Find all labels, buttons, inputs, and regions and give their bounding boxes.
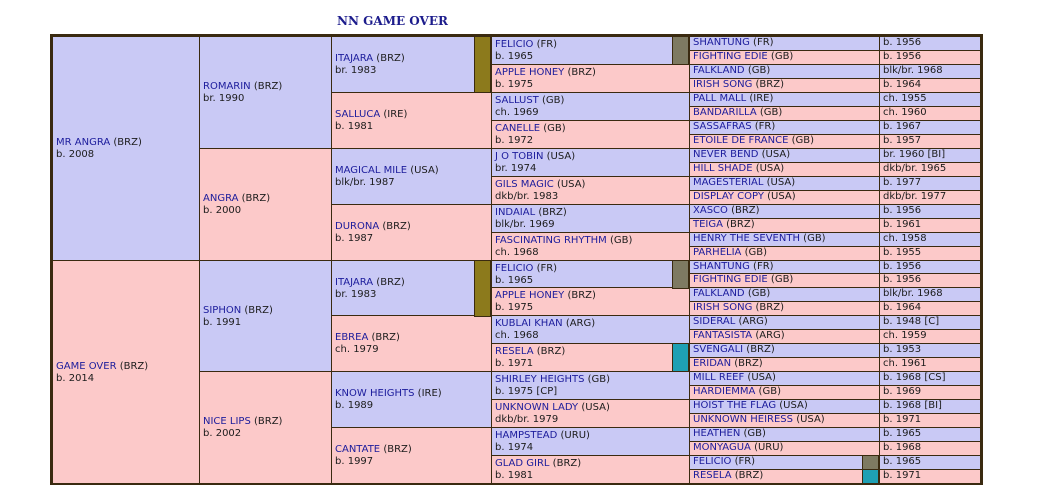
horse-detail: b. 2014 xyxy=(56,373,95,384)
pedigree-gen5-name-cell xyxy=(689,232,880,247)
horse-country: (GB) xyxy=(584,374,611,385)
horse-name-link[interactable]: ROMARIN xyxy=(203,81,251,92)
pedigree-gen5-detail-cell xyxy=(879,273,981,288)
horse-detail: b. 2008 xyxy=(56,149,95,160)
horse-name-link[interactable]: SHANTUNG xyxy=(693,261,750,272)
horse-country: (USA) xyxy=(744,372,776,383)
pedigree-ancestor-cell xyxy=(491,92,690,121)
horse-detail: b. 1968 [CS] xyxy=(883,372,946,383)
horse-detail: dkb/br. 1977 xyxy=(883,191,947,202)
pedigree-gen5-name-cell xyxy=(689,162,880,177)
horse-country: (GB) xyxy=(767,274,794,285)
horse-detail: br. 1974 xyxy=(495,163,537,174)
pedigree-gen5-detail-cell xyxy=(879,343,981,358)
horse-country: (USA) xyxy=(763,177,796,188)
pedigree-gen5-name-cell xyxy=(689,36,880,51)
inbreeding-marker xyxy=(672,260,689,289)
horse-name-link[interactable]: FALKLAND xyxy=(693,288,745,299)
horse-name-link[interactable]: ITAJARA xyxy=(335,53,374,64)
horse-name-link[interactable]: UNKNOWN LADY xyxy=(495,402,579,413)
horse-detail: b. 1987 xyxy=(335,233,374,244)
pedigree-gen5-detail-cell xyxy=(879,134,981,149)
horse-name-link[interactable]: ITAJARA xyxy=(335,277,374,288)
horse-country: (GB) xyxy=(606,235,633,246)
horse-country: (ARG) xyxy=(752,330,785,341)
horse-country: (USA) xyxy=(763,191,796,202)
horse-country: (GB) xyxy=(540,123,566,134)
pedigree-gen5-name-cell xyxy=(689,120,880,135)
pedigree-gen5-detail-cell xyxy=(879,427,981,442)
horse-name-link[interactable]: DISPLAY COPY xyxy=(693,191,764,202)
horse-detail: br. 1983 xyxy=(335,65,377,76)
horse-country: (BRZ) xyxy=(110,137,142,148)
pedigree-gen5-detail-cell xyxy=(879,120,981,135)
horse-country: (BRZ) xyxy=(368,332,400,343)
horse-name-link[interactable]: HARDIEMMA xyxy=(693,386,756,397)
horse-country: (BRZ) xyxy=(380,444,412,455)
horse-country: (BRZ) xyxy=(722,219,755,230)
horse-detail: ch. 1958 xyxy=(883,233,927,244)
pedigree-gen5-detail-cell xyxy=(879,455,981,470)
horse-country: (BRZ) xyxy=(373,53,405,64)
horse-name-link[interactable]: MAGESTERIAL xyxy=(693,177,764,188)
horse-country: (IRE) xyxy=(746,93,774,104)
pedigree-ancestor-cell xyxy=(199,148,332,261)
horse-country: (BRZ) xyxy=(564,290,596,301)
pedigree-gen5-name-cell xyxy=(689,78,880,93)
horse-name-link[interactable]: XASCO xyxy=(693,205,728,216)
horse-detail: b. 1965 xyxy=(883,456,922,467)
horse-country: (FR) xyxy=(749,37,774,48)
pedigree-gen5-name-cell xyxy=(689,371,880,386)
pedigree-gen5-detail-cell xyxy=(879,246,981,261)
pedigree-gen5-name-cell xyxy=(689,287,880,302)
horse-name-link[interactable]: SALLUST xyxy=(495,95,539,106)
horse-country: (GB) xyxy=(538,95,565,106)
pedigree-gen5-name-cell xyxy=(689,92,880,107)
horse-name-link[interactable]: CANELLE xyxy=(495,123,541,134)
pedigree-ancestor-cell xyxy=(331,371,492,428)
horse-detail: b. 1956 xyxy=(883,274,922,285)
horse-name-link[interactable]: BANDARILLA xyxy=(693,107,757,118)
pedigree-ancestor-cell xyxy=(331,36,492,93)
pedigree-gen5-detail-cell xyxy=(879,385,981,400)
pedigree-gen5-name-cell xyxy=(689,469,880,484)
pedigree-ancestor-cell xyxy=(331,92,492,149)
horse-country: (FR) xyxy=(751,121,776,132)
pedigree-gen5-detail-cell xyxy=(879,204,981,219)
horse-detail: b. 1965 xyxy=(883,428,922,439)
horse-country: (GB) xyxy=(756,107,783,118)
horse-country: (USA) xyxy=(758,149,791,160)
pedigree-gen5-detail-cell xyxy=(879,106,981,121)
horse-detail: b. 1957 xyxy=(883,135,922,146)
horse-detail: b. 1981 xyxy=(335,121,374,132)
horse-detail: br. 1983 xyxy=(335,289,377,300)
horse-country: (BRZ) xyxy=(549,458,582,469)
horse-name-link[interactable]: FIGHTING EDIE xyxy=(693,51,768,62)
pedigree-ancestor-cell xyxy=(491,315,690,344)
horse-name-link[interactable]: ANGRA xyxy=(203,193,239,204)
horse-detail: b. 1975 xyxy=(495,79,534,90)
pedigree-ancestor-cell xyxy=(491,399,690,428)
horse-detail: br. 1960 [BI] xyxy=(883,149,946,160)
pedigree-ancestor-cell xyxy=(331,260,492,316)
horse-name-link[interactable]: NEVER BEND xyxy=(693,149,759,160)
horse-country: (USA) xyxy=(543,151,576,162)
horse-country: (BRZ) xyxy=(250,416,283,427)
horse-name-link[interactable]: RESELA xyxy=(693,470,732,481)
pedigree-gen5-name-cell xyxy=(689,176,880,191)
horse-country: (BRZ) xyxy=(731,470,764,481)
pedigree-ancestor-cell xyxy=(491,232,690,261)
pedigree-gen5-name-cell xyxy=(689,399,880,414)
pedigree-gen5-name-cell xyxy=(689,357,880,372)
horse-country: (BRZ) xyxy=(116,361,149,372)
horse-country: (IRE) xyxy=(380,109,408,120)
pedigree-gen5-name-cell xyxy=(689,329,880,344)
horse-country: (GB) xyxy=(788,135,815,146)
horse-detail: ch. 1968 xyxy=(495,247,539,258)
horse-country: (BRZ) xyxy=(250,81,283,92)
pedigree-gen5-detail-cell xyxy=(879,413,981,428)
pedigree-gen5-detail-cell xyxy=(879,50,981,65)
horse-detail: b. 1981 xyxy=(495,470,534,481)
horse-detail: b. 1953 xyxy=(883,344,922,355)
pedigree-gen5-name-cell xyxy=(689,273,880,288)
horse-country: (USA) xyxy=(578,402,610,413)
horse-name-link[interactable]: FELICIO xyxy=(693,456,732,467)
inbreeding-marker xyxy=(862,469,879,484)
horse-detail: blk/br. 1987 xyxy=(335,177,395,188)
horse-detail: b. 1967 xyxy=(883,121,922,132)
horse-detail: b. 1974 xyxy=(495,442,534,453)
pedigree-gen5-detail-cell xyxy=(879,92,981,107)
horse-country: (GB) xyxy=(744,288,771,299)
horse-name-link[interactable]: FALKLAND xyxy=(693,65,745,76)
pedigree-gen5-detail-cell xyxy=(879,371,981,386)
horse-country: (BRZ) xyxy=(379,221,411,232)
horse-detail: ch. 1979 xyxy=(335,344,379,355)
pedigree-gen5-detail-cell xyxy=(879,441,981,456)
pedigree-gen5-name-cell xyxy=(689,343,880,358)
horse-detail: b. 2002 xyxy=(203,428,242,439)
horse-name-link[interactable]: NICE LIPS xyxy=(203,416,251,427)
horse-country: (GB) xyxy=(755,386,781,397)
horse-country: (USA) xyxy=(553,179,586,190)
horse-country: (BRZ) xyxy=(373,277,405,288)
horse-country: (ARG) xyxy=(735,316,768,327)
pedigree-gen5-detail-cell xyxy=(879,301,981,316)
pedigree-ancestor-cell xyxy=(491,455,690,484)
horse-country: (GB) xyxy=(741,247,767,258)
horse-detail: b. 2000 xyxy=(203,205,242,216)
horse-name-link[interactable]: SIPHON xyxy=(203,305,242,316)
horse-detail: b. 1964 xyxy=(883,302,922,313)
horse-name-link[interactable]: HAMPSTEAD xyxy=(495,430,558,441)
pedigree-gen5-name-cell xyxy=(689,441,880,456)
horse-detail: b. 1955 xyxy=(883,247,922,258)
pedigree-gen5-detail-cell xyxy=(879,232,981,247)
horse-name-link[interactable]: ETOILE DE FRANCE xyxy=(693,135,789,146)
pedigree-ancestor-cell xyxy=(199,260,332,372)
horse-country: (URU) xyxy=(557,430,590,441)
horse-detail: b. 1977 xyxy=(883,177,922,188)
horse-detail: b. 1956 xyxy=(883,37,922,48)
horse-name-link[interactable]: FANTASISTA xyxy=(693,330,753,341)
horse-name-link[interactable]: PARHELIA xyxy=(693,247,742,258)
horse-country: (BRZ) xyxy=(727,205,760,216)
inbreeding-marker xyxy=(474,36,491,93)
inbreeding-marker xyxy=(862,455,879,470)
horse-detail: b. 1968 [BI] xyxy=(883,400,942,411)
horse-detail: blk/br. 1968 xyxy=(883,288,943,299)
horse-name-link[interactable]: UNKNOWN HEIRESS xyxy=(693,414,794,425)
horse-detail: b. 1972 xyxy=(495,135,534,146)
horse-detail: b. 1971 xyxy=(883,414,922,425)
horse-detail: ch. 1955 xyxy=(883,93,927,104)
pedigree-ancestor-cell xyxy=(491,148,690,177)
horse-name-link[interactable]: SHANTUNG xyxy=(693,37,750,48)
pedigree-gen5-detail-cell xyxy=(879,260,981,274)
horse-name-link[interactable]: IRISH SONG xyxy=(693,302,753,313)
pedigree-gen5-name-cell xyxy=(689,455,880,470)
horse-country: (FR) xyxy=(749,261,774,272)
horse-country: (BRZ) xyxy=(535,207,567,218)
pedigree-gen5-detail-cell xyxy=(879,148,981,163)
horse-name-link[interactable]: J O TOBIN xyxy=(495,151,544,162)
horse-country: (USA) xyxy=(776,400,808,411)
pedigree-parent-cell xyxy=(52,260,200,484)
horse-country: (FR) xyxy=(533,263,558,274)
horse-country: (BRZ) xyxy=(752,302,784,313)
pedigree-gen5-name-cell xyxy=(689,50,880,65)
horse-name-link[interactable]: HOIST THE FLAG xyxy=(693,400,777,411)
horse-name-link[interactable]: RESELA xyxy=(495,346,534,357)
pedigree-gen5-detail-cell xyxy=(879,176,981,191)
horse-detail: b. 1956 xyxy=(883,51,922,62)
pedigree-gen5-detail-cell xyxy=(879,190,981,205)
horse-detail: b. 1965 xyxy=(495,51,534,62)
horse-name-link[interactable]: MR ANGRA xyxy=(56,137,111,148)
horse-name-link[interactable]: GAME OVER xyxy=(56,361,117,372)
pedigree-ancestor-cell xyxy=(491,176,690,205)
horse-detail: dkb/br. 1979 xyxy=(495,414,559,425)
pedigree-gen5-name-cell xyxy=(689,301,880,316)
horse-country: (BRZ) xyxy=(564,67,596,78)
horse-name-link[interactable]: FELICIO xyxy=(495,39,534,50)
horse-detail: b. 1975 [CP] xyxy=(495,386,558,397)
pedigree-gen5-name-cell xyxy=(689,64,880,79)
horse-detail: ch. 1969 xyxy=(495,107,539,118)
horse-detail: b. 1989 xyxy=(335,400,374,411)
pedigree-gen5-name-cell xyxy=(689,190,880,205)
horse-country: (FR) xyxy=(731,456,756,467)
horse-name-link[interactable]: SVENGALI xyxy=(693,344,744,355)
pedigree-gen5-name-cell xyxy=(689,413,880,428)
horse-detail: b. 1948 [C] xyxy=(883,316,940,327)
horse-detail: b. 1969 xyxy=(883,386,922,397)
pedigree-ancestor-cell xyxy=(331,427,492,484)
horse-name-link[interactable]: SIDERAL xyxy=(693,316,736,327)
pedigree-gen5-detail-cell xyxy=(879,218,981,233)
inbreeding-marker xyxy=(672,36,689,65)
pedigree-gen5-detail-cell xyxy=(879,78,981,93)
pedigree-gen5-detail-cell xyxy=(879,36,981,51)
horse-country: (BRZ) xyxy=(241,305,273,316)
horse-detail: br. 1990 xyxy=(203,93,245,104)
horse-detail: dkb/br. 1965 xyxy=(883,163,947,174)
pedigree-table xyxy=(50,34,983,485)
horse-name-link[interactable]: FASCINATING RHYTHM xyxy=(495,235,607,246)
pedigree-ancestor-cell xyxy=(199,36,332,149)
horse-country: (IRE) xyxy=(414,388,442,399)
pedigree-gen5-name-cell xyxy=(689,315,880,330)
horse-name-link[interactable]: KUBLAI KHAN xyxy=(495,318,563,329)
horse-name-link[interactable]: KNOW HEIGHTS xyxy=(335,388,415,399)
pedigree-ancestor-cell xyxy=(491,427,690,456)
horse-detail: b. 1968 xyxy=(883,442,922,453)
horse-country: (FR) xyxy=(533,39,558,50)
horse-country: (BRZ) xyxy=(731,358,763,369)
inbreeding-marker xyxy=(672,343,689,372)
horse-country: (ARG) xyxy=(562,318,596,329)
horse-detail: ch. 1961 xyxy=(883,358,927,369)
horse-detail: b. 1971 xyxy=(495,358,534,369)
pedigree-ancestor-cell xyxy=(491,120,690,149)
horse-name-link[interactable]: MONYAGUA xyxy=(693,442,751,453)
horse-name-link[interactable]: INDAIAL xyxy=(495,207,536,218)
pedigree-gen5-name-cell xyxy=(689,218,880,233)
horse-name-link[interactable]: SASSAFRAS xyxy=(693,121,752,132)
pedigree-ancestor-cell xyxy=(331,204,492,261)
horse-name-link[interactable]: APPLE HONEY xyxy=(495,290,565,301)
horse-name-link[interactable]: HEATHEN xyxy=(693,428,741,439)
pedigree-gen5-name-cell xyxy=(689,260,880,274)
horse-name-link[interactable]: IRISH SONG xyxy=(693,79,753,90)
horse-country: (GB) xyxy=(767,51,794,62)
horse-country: (BRZ) xyxy=(533,346,566,357)
horse-detail: b. 1997 xyxy=(335,456,374,467)
horse-detail: b. 1961 xyxy=(883,219,922,230)
pedigree-ancestor-cell xyxy=(491,371,690,400)
pedigree-ancestor-cell xyxy=(331,148,492,205)
horse-country: (GB) xyxy=(799,233,826,244)
pedigree-gen5-detail-cell xyxy=(879,64,981,79)
horse-country: (BRZ) xyxy=(743,344,775,355)
page-title: NN GAME OVER xyxy=(337,14,448,28)
pedigree-ancestor-cell xyxy=(331,315,492,372)
horse-detail: ch. 1960 xyxy=(883,107,927,118)
horse-name-link[interactable]: HENRY THE SEVENTH xyxy=(693,233,800,244)
pedigree-ancestor-cell xyxy=(491,287,690,316)
pedigree-gen5-detail-cell xyxy=(879,315,981,330)
horse-detail: ch. 1968 xyxy=(495,330,539,341)
horse-country: (GB) xyxy=(740,428,766,439)
horse-detail: b. 1965 xyxy=(495,275,534,286)
horse-detail: blk/br. 1968 xyxy=(883,65,943,76)
horse-name-link[interactable]: APPLE HONEY xyxy=(495,67,565,78)
horse-detail: dkb/br. 1983 xyxy=(495,191,559,202)
horse-country: (USA) xyxy=(407,165,439,176)
horse-name-link[interactable]: HILL SHADE xyxy=(693,163,753,174)
pedigree-gen5-name-cell xyxy=(689,385,880,400)
pedigree-gen5-name-cell xyxy=(689,148,880,163)
horse-detail: b. 1971 xyxy=(883,470,922,481)
horse-name-link[interactable]: SALLUCA xyxy=(335,109,381,120)
pedigree-parent-cell xyxy=(52,36,200,261)
pedigree-ancestor-cell xyxy=(491,343,690,372)
pedigree-gen5-name-cell xyxy=(689,204,880,219)
horse-name-link[interactable]: CANTATE xyxy=(335,444,381,455)
horse-country: (USA) xyxy=(752,163,785,174)
horse-country: (URU) xyxy=(750,442,784,453)
horse-detail: b. 1964 xyxy=(883,79,922,90)
pedigree-gen5-detail-cell xyxy=(879,329,981,344)
horse-name-link[interactable]: MAGICAL MILE xyxy=(335,165,408,176)
pedigree-gen5-name-cell xyxy=(689,427,880,442)
pedigree-gen5-name-cell xyxy=(689,134,880,149)
pedigree-gen5-detail-cell xyxy=(879,357,981,372)
pedigree-ancestor-cell xyxy=(491,64,690,93)
horse-name-link[interactable]: FIGHTING EDIE xyxy=(693,274,768,285)
horse-name-link[interactable]: FELICIO xyxy=(495,263,534,274)
horse-detail: b. 1956 xyxy=(883,261,922,272)
horse-country: (GB) xyxy=(744,65,771,76)
horse-detail: b. 1991 xyxy=(203,317,242,328)
horse-detail: blk/br. 1969 xyxy=(495,219,555,230)
pedigree-gen5-detail-cell xyxy=(879,399,981,414)
pedigree-ancestor-cell xyxy=(491,204,690,233)
horse-name-link[interactable]: ERIDAN xyxy=(693,358,732,369)
horse-name-link[interactable]: GILS MAGIC xyxy=(495,179,554,190)
horse-country: (USA) xyxy=(793,414,825,425)
pedigree-ancestor-cell xyxy=(199,371,332,484)
pedigree-gen5-detail-cell xyxy=(879,287,981,302)
horse-name-link[interactable]: SHIRLEY HEIGHTS xyxy=(495,374,585,385)
pedigree-gen5-detail-cell xyxy=(879,469,981,484)
horse-country: (BRZ) xyxy=(752,79,784,90)
pedigree-ancestor-cell xyxy=(491,260,690,288)
horse-detail: b. 1975 xyxy=(495,302,534,313)
horse-detail: ch. 1959 xyxy=(883,330,927,341)
horse-name-link[interactable]: EBREA xyxy=(335,332,369,343)
pedigree-gen5-detail-cell xyxy=(879,162,981,177)
horse-detail: b. 1956 xyxy=(883,205,922,216)
horse-name-link[interactable]: DURONA xyxy=(335,221,380,232)
horse-country: (BRZ) xyxy=(238,193,271,204)
pedigree-gen5-name-cell xyxy=(689,246,880,261)
horse-name-link[interactable]: PALL MALL xyxy=(693,93,747,104)
pedigree-ancestor-cell xyxy=(491,36,690,65)
pedigree-gen5-name-cell xyxy=(689,106,880,121)
horse-name-link[interactable]: MILL REEF xyxy=(693,372,745,383)
horse-name-link[interactable]: TEIGA xyxy=(693,219,723,230)
horse-name-link[interactable]: GLAD GIRL xyxy=(495,458,550,469)
inbreeding-marker xyxy=(474,260,491,317)
